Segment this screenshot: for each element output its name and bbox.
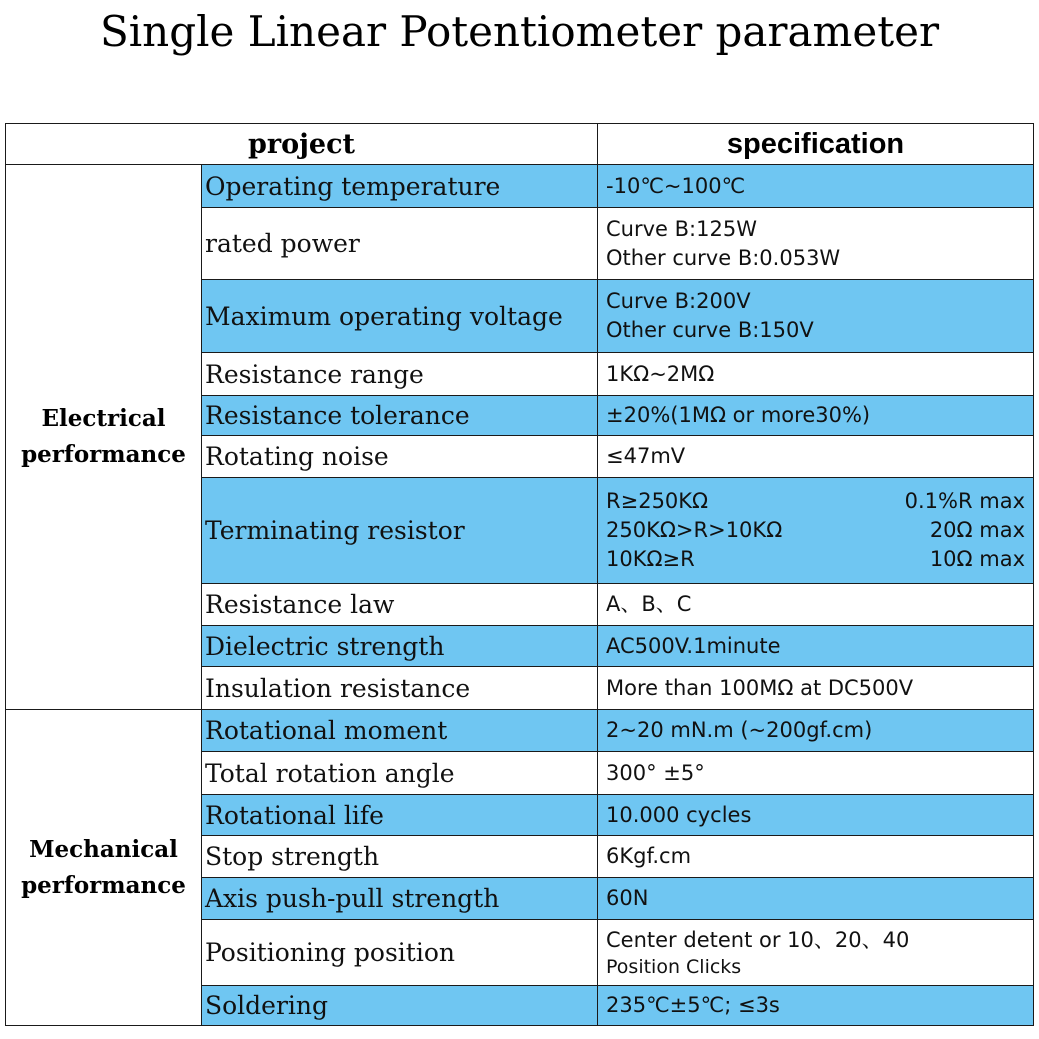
spec-value: 300° ±5° [598, 752, 1034, 795]
group-mechanical-performance: Mechanical performance [6, 710, 202, 1026]
param-label: Positioning position [202, 920, 598, 986]
spec-value: ≤47mV [598, 436, 1034, 478]
spec-value: Center detent or 10、20、40 Position Clicks [598, 920, 1034, 986]
page-title: Single Linear Potentiometer parameter [99, 7, 940, 56]
spec-value: -10℃~100℃ [598, 165, 1034, 208]
param-label: Resistance tolerance [202, 396, 598, 436]
param-label: Rotating noise [202, 436, 598, 478]
spec-value: 235℃±5℃; ≤3s [598, 986, 1034, 1026]
param-label: Terminating resistor [202, 478, 598, 584]
param-label: Total rotation angle [202, 752, 598, 795]
param-label: Dielectric strength [202, 626, 598, 667]
param-label: Maximum operating voltage [202, 280, 598, 353]
param-label: rated power [202, 208, 598, 280]
param-label: Insulation resistance [202, 667, 598, 710]
table-header-row [6, 124, 1034, 165]
param-label: Resistance law [202, 584, 598, 626]
spec-table [5, 123, 1034, 1026]
spec-value: R≥250KΩ 0.1%R max 250KΩ>R>10KΩ 20Ω max 10KΩ≥R 10Ω max [598, 478, 1034, 584]
spec-value: Curve B:200V Other curve B:150V [598, 280, 1034, 353]
spec-value: AC500V.1minute [598, 626, 1034, 667]
spec-value: More than 100MΩ at DC500V [598, 667, 1034, 710]
param-label: Rotational life [202, 795, 598, 836]
param-label: Stop strength [202, 836, 598, 878]
spec-value: 1KΩ~2MΩ [598, 353, 1034, 396]
spec-value: ±20%(1MΩ or more30%) [598, 396, 1034, 436]
param-label: Resistance range [202, 353, 598, 396]
table-row [6, 165, 1034, 208]
spec-value: 2~20 mN.m (~200gf.cm) [598, 710, 1034, 752]
table-row [6, 710, 1034, 752]
param-label: Operating temperature [202, 165, 598, 208]
spec-value: 10.000 cycles [598, 795, 1034, 836]
spec-value: 6Kgf.cm [598, 836, 1034, 878]
spec-value: Curve B:125W Other curve B:0.053W [598, 208, 1034, 280]
header-project: project [6, 124, 598, 165]
spec-value: A、B、C [598, 584, 1034, 626]
param-label: Soldering [202, 986, 598, 1026]
param-label: Rotational moment [202, 710, 598, 752]
header-specification: specification [598, 124, 1034, 165]
group-electrical-performance: Electrical performance [6, 165, 202, 710]
spec-value: 60N [598, 878, 1034, 920]
param-label: Axis push-pull strength [202, 878, 598, 920]
